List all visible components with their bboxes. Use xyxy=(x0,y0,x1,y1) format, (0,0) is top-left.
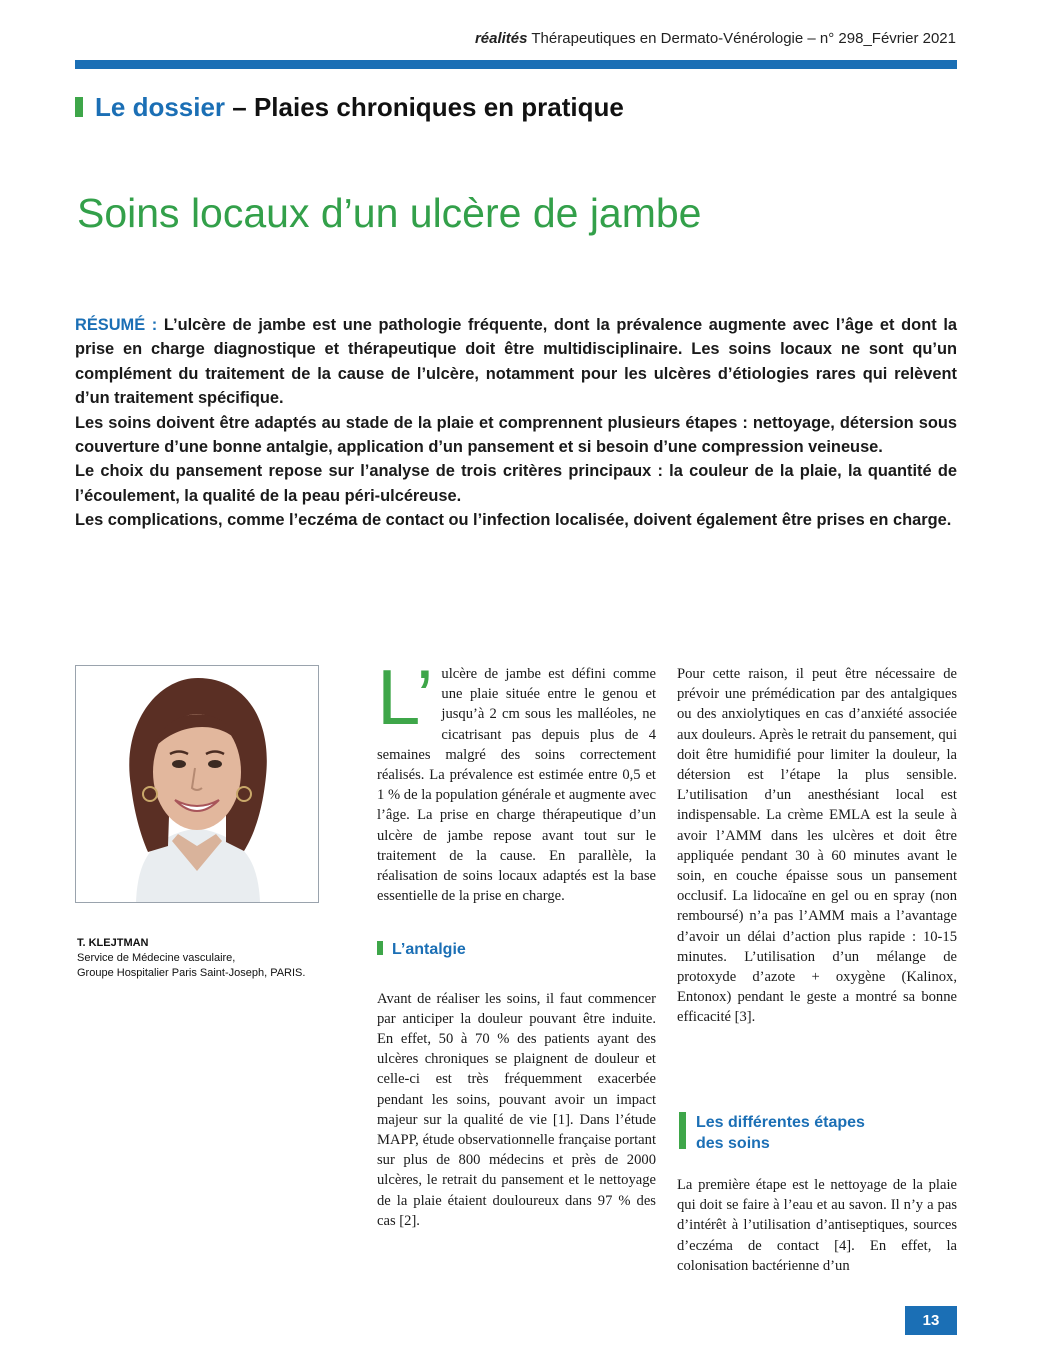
section-heading-text: L’antalgie xyxy=(392,941,466,959)
journal-issue: Thérapeutiques en Dermato-Vénérologie – n° 298_Février 2021 xyxy=(527,30,956,47)
abstract-p1: L’ulcère de jambe est une pathologie fréquente, dont la prévalence augmente avec l’âge et dont la prise en charge diagnostique et thérapeutique doit être multidisciplinaire. Les soins locaux ne sont qu’un complément du traitement de la cause de l’ulcère, notamment pour les ulcères d’étiologies rares qui relèvent d’un traitement spécifique. xyxy=(75,316,957,408)
drop-cap: L’ xyxy=(377,653,434,741)
journal-brand: réalités xyxy=(474,30,528,47)
page-number: 13 xyxy=(905,1306,957,1335)
author-block xyxy=(77,936,305,981)
body-column-1 xyxy=(377,653,656,1231)
author-name: T. KLEJTMAN xyxy=(77,937,149,949)
dossier-topic: – Plaies chroniques en pratique xyxy=(225,92,624,122)
section-heading-text: Les différentes étapes des soins xyxy=(696,1114,865,1152)
header-rule xyxy=(75,60,957,69)
journal-header xyxy=(475,30,956,47)
dossier-heading xyxy=(75,92,624,123)
intro-paragraph: ulcère de jambe est défini comme une plaie située entre le genou et jusqu’à 2 cm sous les malléoles, ne cicatrisant pas depuis plus de 4 semaines malgré des soins correctement réalisés. La prévalence est estimée entre 0,5 et 1 % de la population générale et augmente avec l’âge. La prise en charge thérapeutique d’un ulcère de jambe repose avant tout sur le traitement de la cause. En parallèle, la réalisation de soins locaux adaptés est la base essentielle de la prise en charge. xyxy=(377,666,656,905)
body-column-2 xyxy=(677,664,957,1028)
nettoyage-paragraph: La première étape est le nettoyage de la plaie qui doit se faire à l’eau et au savon. Il n’y a pas d’intérêt à l’utilisation d’antiseptiques, sources d’eczéma de contact [4]. En effet, la colonisation bactérienne d’un xyxy=(677,1177,957,1274)
section-marker-icon xyxy=(679,1112,686,1149)
abstract-p4: Les complications, comme l’eczéma de contact ou l’infection localisée, doivent également être prises en charge. xyxy=(75,511,952,530)
abstract-p2: Les soins doivent être adaptés au stade de la plaie et comprennent plusieurs étapes : nettoyage, détersion sous couverture d’une bonne antalgie, application d’un pansement et si besoin d’une compression veineuse. xyxy=(75,413,957,457)
section-heading-antalgie xyxy=(377,940,656,960)
abstract-label: RÉSUMÉ : xyxy=(75,316,158,334)
section-heading-etapes xyxy=(679,1112,896,1154)
article-title: Soins locaux d’un ulcère de jambe xyxy=(77,190,702,236)
author-affiliation-1: Service de Médecine vasculaire, xyxy=(77,952,236,964)
author-photo xyxy=(75,665,319,903)
dossier-marker-icon xyxy=(75,97,83,117)
abstract xyxy=(75,313,957,533)
premedication-paragraph: Pour cette raison, il peut être nécessaire de prévoir une prémédication par des antalgiques ou des anxiolytiques en cas d’anxiété associée aux douleurs. Après le retrait du pansement, qui doit être humidifié pour limiter la douleur, la détersion est l’étape la plus sensible. L’utilisation d’un anesthésiant local est indispensable. La crème EMLA est la seule à avoir l’AMM dans les ulcères et doit être appliquée pendant 30 à 60 minutes avant le soin, en couche épaisse sous un pansement occlusif. La lidocaïne en gel ou en spray (non remboursé) n’a pas l’AMM mais a l’avantage d’avoir un délai d’action plus rapide : 10-15 minutes. L’utilisation d’un mélange de protoxyde d’azote + oxygène (Kalinox, Entonox) pendant le geste a montré sa bonne efficacité [3]. xyxy=(677,666,957,1026)
section-marker-icon xyxy=(377,941,383,955)
abstract-p3: Le choix du pansement repose sur l’analyse de trois critères principaux : la couleur de la plaie, la quantité de l’écoulement, la qualité de la peau péri-ulcéreuse. xyxy=(75,462,957,505)
author-affiliation-2: Groupe Hospitalier Paris Saint-Joseph, PARIS. xyxy=(77,967,306,979)
dossier-label: Le dossier xyxy=(95,92,226,122)
author-portrait-icon xyxy=(76,666,318,902)
antalgie-paragraph: Avant de réaliser les soins, il faut commencer par anticiper la douleur pouvant être induite. En effet, 50 à 70 % des patients ayant des ulcères chroniques se plaignent de douleur et celle-ci est très fréquemment exacerbée pendant les soins, pouvant avoir un impact majeur sur la qualité de vie [1]. Dans l’étude MAPP, étude observationnelle française portant sur plus de 800 médecins et près de 2000 ulcères, le retrait du pansement et le nettoyage de la plaie étaient douloureux dans 97 % des cas [2]. xyxy=(377,990,656,1229)
body-column-2-continued xyxy=(677,1175,957,1276)
